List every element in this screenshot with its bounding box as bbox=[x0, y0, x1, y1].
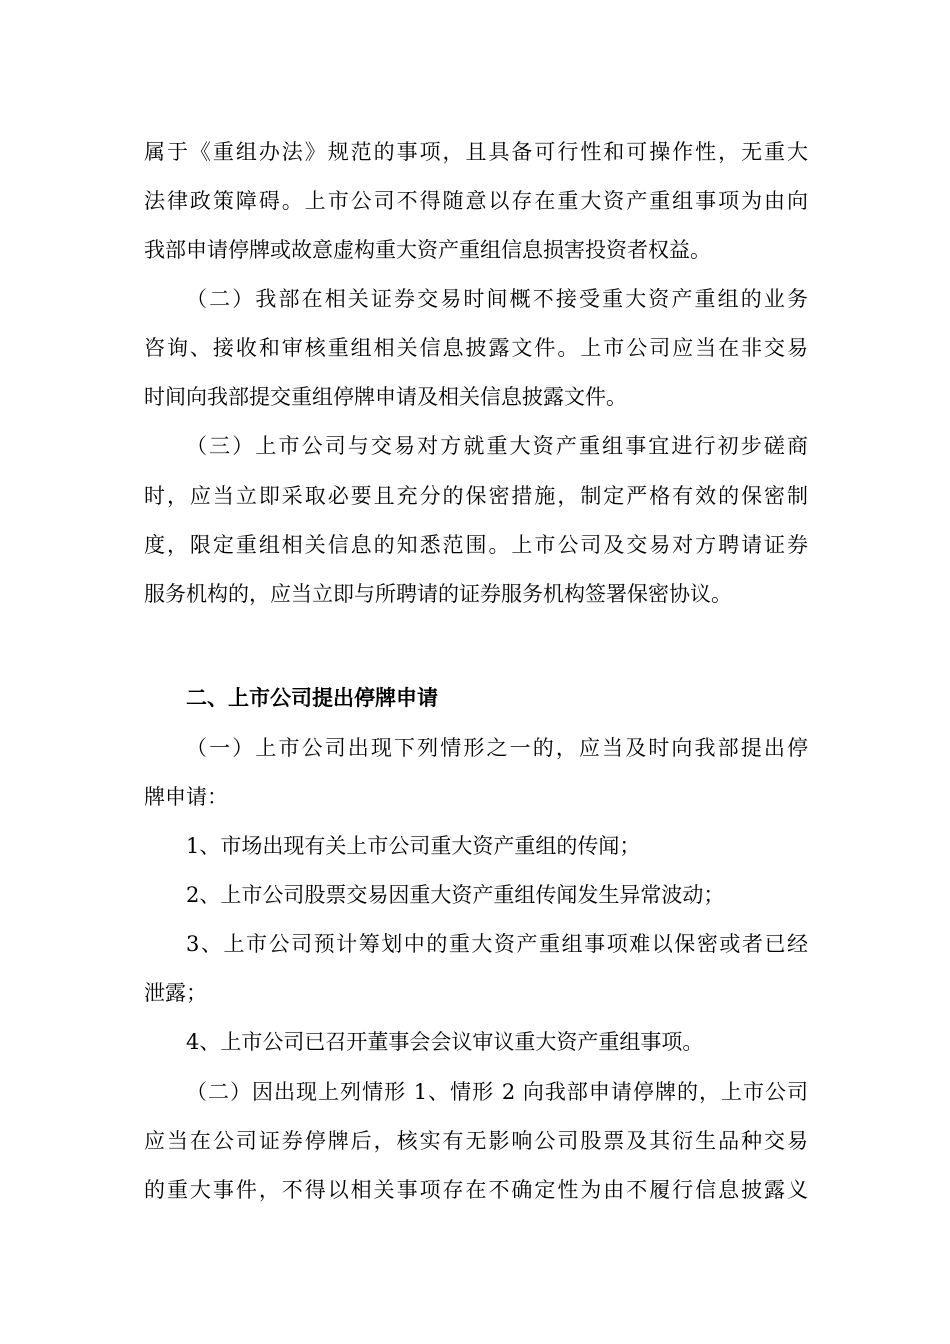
paragraph-line: 的重大事件，不得以相关事项存在不确定性为由不履行信息披露义 bbox=[144, 1178, 808, 1202]
paragraph-line: 我部申请停牌或故意虚构重大资产重组信息损害投资者权益。 bbox=[144, 238, 711, 262]
paragraph-line: 法律政策障碍。上市公司不得随意以存在重大资产重组事项为由向 bbox=[144, 189, 808, 213]
paragraph-line: （三）上市公司与交易对方就重大资产重组事宜进行初步磋商 bbox=[186, 434, 808, 458]
paragraph-line: （二）我部在相关证券交易时间概不接受重大资产重组的业务 bbox=[186, 287, 808, 311]
paragraph-line: 属于《重组办法》规范的事项，且具备可行性和可操作性，无重大 bbox=[144, 140, 808, 164]
paragraph-line: 度，限定重组相关信息的知悉范围。上市公司及交易对方聘请证券 bbox=[144, 533, 808, 557]
paragraph-line: 服务机构的，应当立即与所聘请的证券服务机构签署保密协议。 bbox=[144, 582, 732, 606]
list-item: 4、上市公司已召开董事会会议审议重大资产重组事项。 bbox=[186, 1030, 704, 1054]
paragraph-line: 咨询、接收和审核重组相关信息披露文件。上市公司应当在非交易 bbox=[144, 336, 808, 360]
paragraph-line: 应当在公司证券停牌后，核实有无影响公司股票及其衍生品种交易 bbox=[144, 1129, 808, 1153]
list-item-continuation: 泄露； bbox=[144, 981, 207, 1005]
paragraph-line: （一）上市公司出现下列情形之一的，应当及时向我部提出停 bbox=[186, 736, 808, 760]
list-item: 2、上市公司股票交易因重大资产重组传闻发生异常波动； bbox=[186, 883, 725, 907]
paragraph-line: 牌申请： bbox=[144, 785, 228, 809]
list-item: 1、市场出现有关上市公司重大资产重组的传闻； bbox=[186, 834, 641, 858]
paragraph-line: 时间向我部提交重组停牌申请及相关信息披露文件。 bbox=[144, 385, 627, 409]
paragraph-line: （二）因出现上列情形 1、情形 2 向我部申请停牌的，上市公司 bbox=[186, 1080, 808, 1104]
paragraph-line: 时，应当立即采取必要且充分的保密措施，制定严格有效的保密制 bbox=[144, 484, 808, 508]
list-item: 3、上市公司预计筹划中的重大资产重组事项难以保密或者已经 bbox=[186, 932, 808, 956]
section-heading: 二、上市公司提出停牌申请 bbox=[186, 686, 438, 710]
